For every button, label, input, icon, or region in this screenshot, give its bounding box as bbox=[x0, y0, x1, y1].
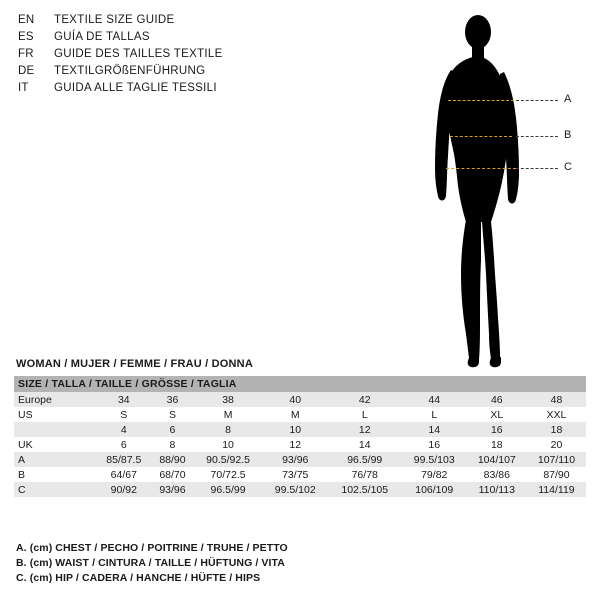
row-label-europe: Europe bbox=[14, 392, 96, 407]
cell: 107/110 bbox=[527, 452, 586, 467]
language-code-de: DE bbox=[18, 65, 35, 77]
cell: 104/107 bbox=[467, 452, 527, 467]
cell: 48 bbox=[527, 392, 586, 407]
row-label-a: A bbox=[14, 452, 96, 467]
table-row bbox=[14, 467, 586, 482]
cell: 46 bbox=[467, 392, 527, 407]
table-row bbox=[14, 482, 586, 497]
cell: L bbox=[402, 407, 467, 422]
cell: 6 bbox=[96, 437, 152, 452]
table-row bbox=[14, 422, 586, 437]
measure-line-hip bbox=[446, 168, 516, 169]
language-code-it: IT bbox=[18, 82, 29, 94]
cell: 10 bbox=[193, 437, 263, 452]
cell: 114/119 bbox=[527, 482, 586, 497]
cell: L bbox=[328, 407, 402, 422]
cell: 12 bbox=[328, 422, 402, 437]
cell: 99.5/103 bbox=[402, 452, 467, 467]
cell: 8 bbox=[193, 422, 263, 437]
table-group-header: WOMAN / MUJER / FEMME / FRAU / DONNA bbox=[16, 358, 253, 370]
size-table bbox=[14, 376, 586, 497]
cell: 93/96 bbox=[263, 452, 328, 467]
legend-item-b: B. (cm) WAIST / CINTURA / TAILLE / HÜFTUNG / VITA bbox=[16, 557, 285, 569]
row-label-us: US bbox=[14, 407, 96, 422]
cell: 34 bbox=[96, 392, 152, 407]
measure-label-a: A bbox=[564, 93, 572, 105]
cell: 96.5/99 bbox=[328, 452, 402, 467]
title-text-de: TEXTILGRÖßENFÜHRUNG bbox=[54, 65, 206, 77]
row-label-uk: UK bbox=[14, 437, 96, 452]
row-label-us-numeric bbox=[14, 422, 96, 437]
cell: 42 bbox=[328, 392, 402, 407]
table-column-header: SIZE / TALLA / TAILLE / GRÖSSE / TAGLIA bbox=[14, 376, 586, 392]
table-row bbox=[14, 437, 586, 452]
row-label-c: C bbox=[14, 482, 96, 497]
title-row-es bbox=[18, 31, 438, 48]
title-text-it: GUIDA ALLE TAGLIE TESSILI bbox=[54, 82, 217, 94]
cell: 93/96 bbox=[152, 482, 194, 497]
cell: XL bbox=[467, 407, 527, 422]
title-row-fr bbox=[18, 48, 438, 65]
measure-line-chest bbox=[448, 100, 514, 101]
cell: 6 bbox=[152, 422, 194, 437]
cell: 79/82 bbox=[402, 467, 467, 482]
cell: 18 bbox=[467, 437, 527, 452]
cell: 73/75 bbox=[263, 467, 328, 482]
cell: 96.5/99 bbox=[193, 482, 263, 497]
cell: 36 bbox=[152, 392, 194, 407]
cell: 88/90 bbox=[152, 452, 194, 467]
cell: 16 bbox=[467, 422, 527, 437]
cell: 10 bbox=[263, 422, 328, 437]
cell: 102.5/105 bbox=[328, 482, 402, 497]
cell: 64/67 bbox=[96, 467, 152, 482]
cell: 90/92 bbox=[96, 482, 152, 497]
cell: 99.5/102 bbox=[263, 482, 328, 497]
title-text-fr: GUIDE DES TAILLES TEXTILE bbox=[54, 48, 223, 60]
table-row bbox=[14, 392, 586, 407]
language-code-fr: FR bbox=[18, 48, 34, 60]
cell: S bbox=[96, 407, 152, 422]
body-silhouette-icon bbox=[430, 8, 590, 370]
measure-line-waist bbox=[450, 136, 512, 137]
title-text-en: TEXTILE SIZE GUIDE bbox=[54, 14, 175, 26]
size-table-wrap bbox=[14, 358, 586, 497]
cell: 40 bbox=[263, 392, 328, 407]
cell: 110/113 bbox=[467, 482, 527, 497]
cell: 38 bbox=[193, 392, 263, 407]
row-label-b: B bbox=[14, 467, 96, 482]
legend-item-c: C. (cm) HIP / CADERA / HANCHE / HÜFTE / HIPS bbox=[16, 572, 261, 584]
female-body-figure bbox=[430, 8, 590, 370]
measure-leader-waist bbox=[516, 136, 558, 137]
cell: 4 bbox=[96, 422, 152, 437]
cell: 16 bbox=[402, 437, 467, 452]
cell: 87/90 bbox=[527, 467, 586, 482]
legend-item-a: A. (cm) CHEST / PECHO / POITRINE / TRUHE / PETTO bbox=[16, 542, 288, 554]
measure-label-b: B bbox=[564, 129, 572, 141]
cell: 8 bbox=[152, 437, 194, 452]
cell: 20 bbox=[527, 437, 586, 452]
title-row-de bbox=[18, 65, 438, 82]
title-row-it bbox=[18, 82, 438, 99]
table-row bbox=[14, 407, 586, 422]
measure-leader-chest bbox=[516, 100, 558, 101]
measure-leader-hip bbox=[516, 168, 558, 169]
cell: 76/78 bbox=[328, 467, 402, 482]
cell: 70/72.5 bbox=[193, 467, 263, 482]
cell: 18 bbox=[527, 422, 586, 437]
cell: M bbox=[263, 407, 328, 422]
cell: XXL bbox=[527, 407, 586, 422]
title-text-es: GUÍA DE TALLAS bbox=[54, 31, 150, 43]
cell: S bbox=[152, 407, 194, 422]
cell: 83/86 bbox=[467, 467, 527, 482]
title-row-en bbox=[18, 14, 438, 31]
cell: 106/109 bbox=[402, 482, 467, 497]
cell: 85/87.5 bbox=[96, 452, 152, 467]
cell: M bbox=[193, 407, 263, 422]
cell: 14 bbox=[328, 437, 402, 452]
measure-label-c: C bbox=[564, 161, 572, 173]
cell: 90.5/92.5 bbox=[193, 452, 263, 467]
measurement-legend bbox=[16, 541, 576, 586]
language-code-en: EN bbox=[18, 14, 35, 26]
cell: 44 bbox=[402, 392, 467, 407]
table-header-row bbox=[14, 376, 586, 392]
cell: 14 bbox=[402, 422, 467, 437]
table-row bbox=[14, 452, 586, 467]
title-block bbox=[18, 14, 438, 99]
cell: 68/70 bbox=[152, 467, 194, 482]
language-code-es: ES bbox=[18, 31, 34, 43]
cell: 12 bbox=[263, 437, 328, 452]
